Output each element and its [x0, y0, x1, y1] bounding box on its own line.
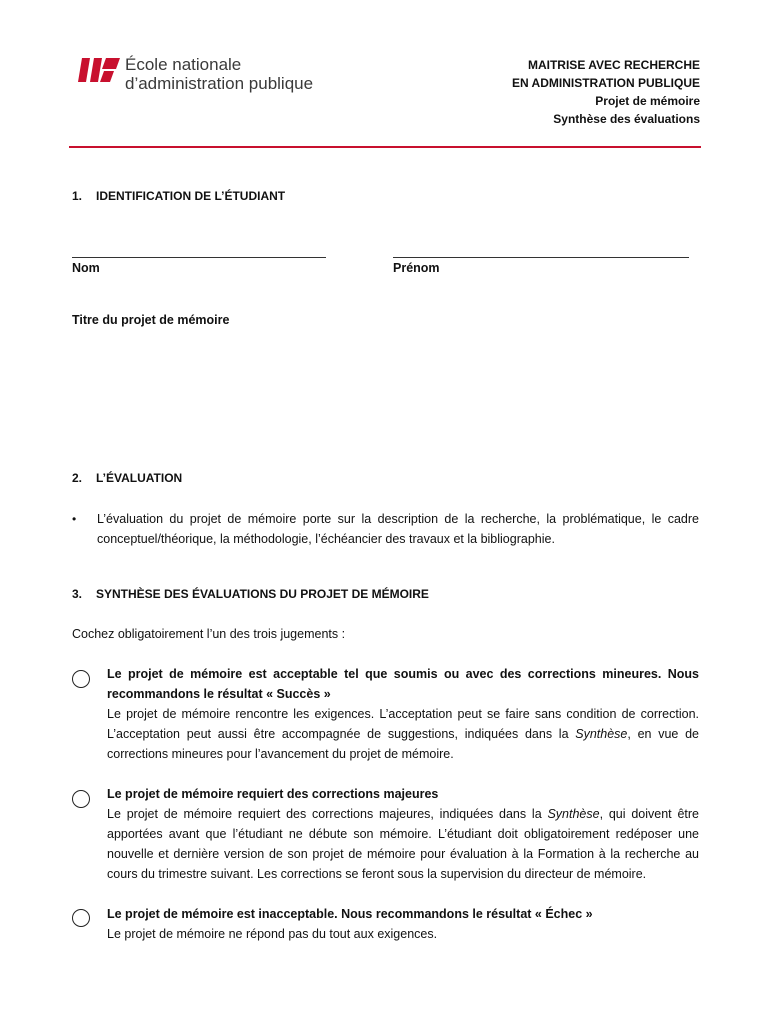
option-corrections-majeures: [107, 784, 699, 884]
titre-projet-label: Titre du projet de mémoire: [72, 313, 230, 327]
option-succes-desc-em: Synthèse: [575, 727, 628, 741]
option-corrections-description: [107, 804, 699, 884]
header-line-1: MAITRISE AVEC RECHERCHE: [527, 58, 700, 72]
logo-line-1: École nationale: [125, 55, 242, 74]
logo-line-2: d’administration publique: [125, 74, 314, 93]
enap-logo-icon: [78, 58, 120, 82]
section-3-heading: [72, 587, 429, 601]
school-name: [125, 55, 313, 93]
option-succes-description: [107, 704, 699, 764]
option-echec-description: [107, 924, 699, 944]
option-succes-title: Le projet de mémoire est acceptable tel que soumis ou avec des corrections mineures. Nous recommandons le résultat « Succès »: [107, 667, 699, 701]
section-3-number: 3.: [72, 587, 83, 601]
nom-label: Nom: [72, 261, 100, 275]
instruction-text: Cochez obligatoirement l’un des trois jugements :: [72, 627, 346, 641]
option-corrections-desc-a: Le projet de mémoire requiert des corrections majeures, indiquées dans la: [107, 807, 548, 821]
option-corrections-desc-b: , qui doivent être apportées avant que l’étudiant ne débute son mémoire. L’étudiant doit obligatoirement redéposer une nouvelle et dernière version de son projet de mémoire pour évaluation à la Formation à la recherche au cours du trimestre suivant. Les corrections se feront sous la supervision du directeur de mémoire.: [107, 807, 699, 881]
radio-echec[interactable]: [72, 909, 90, 927]
section-2-number: 2.: [72, 471, 83, 485]
option-echec: [107, 904, 699, 944]
header-divider: [69, 146, 701, 148]
option-succes-desc-b: , en vue de corrections mineures pour l’avancement du projet de mémoire.: [107, 727, 700, 761]
header-line-2: EN ADMINISTRATION PUBLIQUE: [512, 76, 700, 90]
radio-succes[interactable]: [72, 670, 90, 688]
option-echec-title: Le projet de mémoire est inacceptable. Nous recommandons le résultat « Échec »: [107, 907, 593, 921]
prenom-label: Prénom: [393, 261, 440, 275]
document-header: [512, 56, 700, 128]
section-1-number: 1.: [72, 189, 83, 203]
bullet-icon: •: [72, 512, 77, 526]
section-1-title: IDENTIFICATION DE L’ÉTUDIANT: [96, 189, 286, 203]
section-2-heading: [72, 471, 182, 485]
option-echec-desc-a: Le projet de mémoire ne répond pas du tout aux exigences.: [107, 927, 438, 941]
option-corrections-desc-em: Synthèse: [547, 807, 600, 821]
header-line-4: Synthèse des évaluations: [553, 112, 700, 126]
header-line-3: Projet de mémoire: [595, 94, 700, 108]
titre-projet-field[interactable]: [72, 332, 700, 452]
section-1-heading: [72, 189, 285, 203]
option-corrections-title: Le projet de mémoire requiert des corrections majeures: [107, 787, 439, 801]
section-3-title: SYNTHÈSE DES ÉVALUATIONS DU PROJET DE MÉMOIRE: [96, 587, 429, 601]
evaluation-description: L’évaluation du projet de mémoire porte sur la description de la recherche, la problématique, le cadre conceptuel/théorique, la méthodologie, l’échéancier des travaux et la bibliographie.: [97, 512, 699, 546]
radio-corrections-majeures[interactable]: [72, 790, 90, 808]
option-succes: [107, 664, 699, 764]
prenom-input-line[interactable]: [393, 257, 689, 258]
nom-input-line[interactable]: [72, 257, 326, 258]
option-succes-desc-a: Le projet de mémoire rencontre les exigences. L’acceptation peut se faire sans condition de correction. L’acceptation peut aussi être accompagnée de suggestions, indiquées dans la: [107, 707, 699, 741]
section-2-title: L’ÉVALUATION: [96, 471, 183, 485]
